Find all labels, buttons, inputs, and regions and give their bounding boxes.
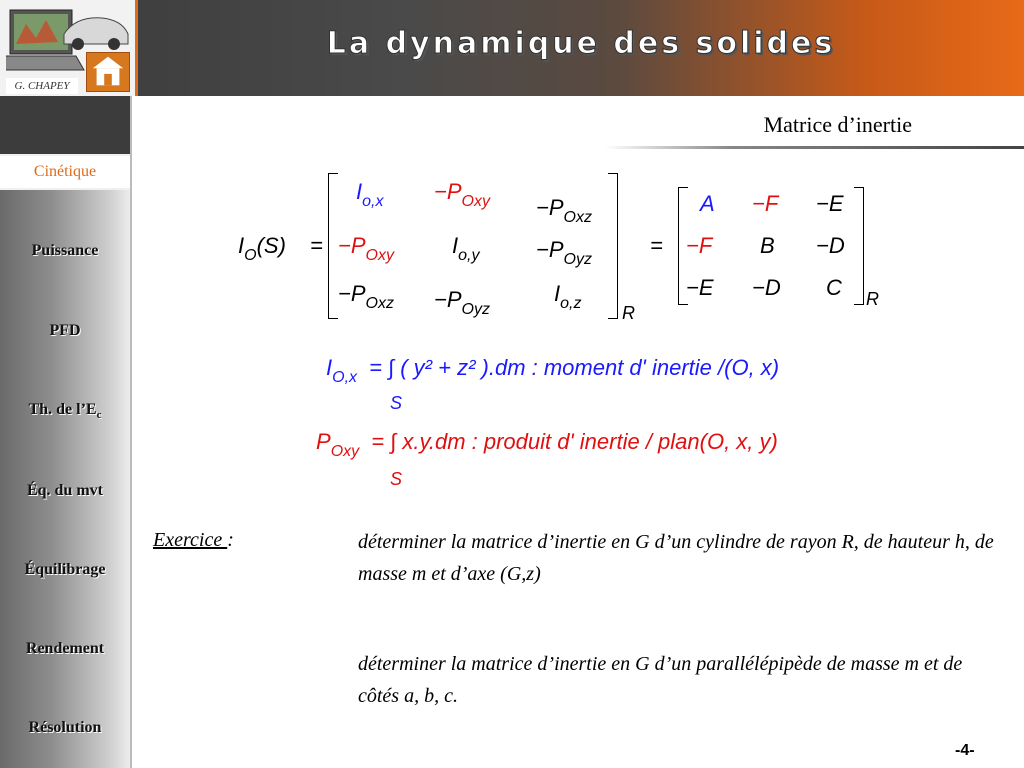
sidebar-item-puissance[interactable]: Puissance [31,242,99,259]
formula-moment-of-inertia: $I_{O,x}$ = ∫ ( y² + z² ).dm : moment d' inertie /(O, x) [326,355,780,386]
lhs-i: I [238,233,245,258]
m1-frame-label: R [622,303,635,323]
sidebar-item-theoreme-ec[interactable] [0,401,130,421]
formula-product-of-inertia: $P_{Oxy}$ = ∫ x.y.dm : produit d' inertie / plan(O, x, y) [316,429,778,460]
sidebar-menu-background [0,190,130,768]
m1-cell-12: $-P_{Oxy}$ [434,179,490,210]
m2-cell-12: −F [752,191,779,216]
sidebar-item-equilibrage[interactable]: Équilibrage [24,561,106,578]
inertia-formulas [230,165,890,495]
sidebar-item-eq-mvt[interactable]: Éq. du mvt [26,482,104,499]
m2-cell-13: −E [816,191,844,216]
house-logo-icon [86,52,130,92]
author-label: G. CHAPEY [6,78,78,94]
m1-cell-11: $I_{o,x}$ [356,179,384,210]
sidebar [0,96,138,768]
sidebar-item-label: Th. de l’E [28,401,97,418]
exercise-label: Exercice : [153,529,234,551]
m1-cell-22: $I_{o,y}$ [452,233,480,264]
sidebar-item-resolution[interactable]: Résolution [28,719,102,736]
sidebar-item-rendement[interactable]: Rendement [25,640,105,657]
m1-cell-13: $-P_{Oxz}$ [536,195,592,226]
sidebar-top-block [0,96,130,154]
m2-cell-23: −D [816,233,845,258]
m2-cell-31: −E [686,275,714,300]
m2-cell-33: C [826,275,842,300]
m1-cell-32: $-P_{Oyz}$ [434,287,490,318]
m2-cell-32: −D [752,275,781,300]
m2-cell-22: B [760,233,775,258]
header-banner [0,0,1024,96]
page-number: -4- [955,742,975,759]
m1-cell-21: $-P_{Oxy}$ [338,233,394,264]
m1-cell-23: $-P_{Oyz}$ [536,237,592,268]
exercise-task-cylinder: déterminer la matrice d’inertie en G d’un cylindre de rayon R, de hauteur h, de masse m et d’axe (G,z) [358,531,994,585]
m2-cell-21: −F [686,233,713,258]
m2-cell-11: A [700,191,715,216]
lhs-term [238,233,286,264]
m2-frame-label: R [866,289,879,309]
section-underline [605,146,1024,149]
sidebar-item-subscript: c [96,409,102,422]
lhs-o: O [244,247,257,264]
m1-cell-33: $I_{o,z}$ [554,281,582,312]
matrix2-right-bracket [854,187,864,305]
section-title: Matrice d’inertie [763,112,912,137]
matrix1-left-bracket [328,173,338,319]
exercise-task-parallelepiped: déterminer la matrice d’inertie en G d’un parallélépipède de masse m et de côtés a, b, c. [358,653,963,707]
sidebar-item-cinetique[interactable]: Cinétique [0,156,130,188]
page-title: La dynamique des solides [326,26,836,61]
logo-panel [0,0,138,96]
sidebar-item-pfd[interactable]: PFD [49,322,81,339]
m1-cell-31: $-P_{Oxz}$ [338,281,394,312]
equals-sign-2: = [650,233,663,258]
lhs-s: (S) [256,233,286,258]
formula1-domain: S [390,393,403,413]
sidebar-divider [130,96,138,768]
matrix1-right-bracket [608,173,618,319]
formula2-domain: S [390,469,403,489]
equals-sign: = [310,233,323,258]
